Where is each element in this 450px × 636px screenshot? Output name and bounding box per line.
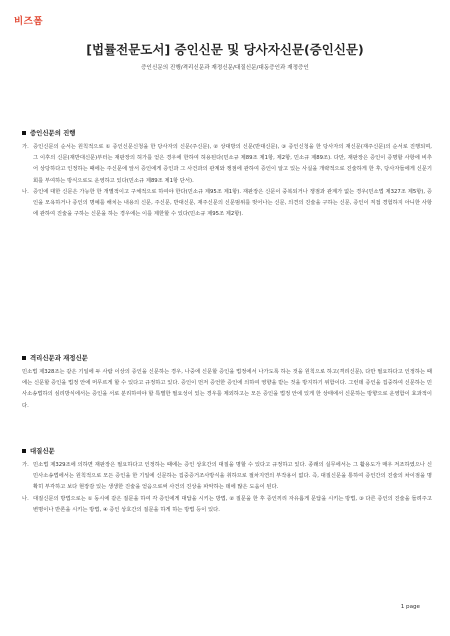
section-separate-examination <box>22 353 432 412</box>
item-text: 민소법 제329조에 의하면 재판장은 필요하다고 인정하는 때에는 증인 상호간의 대질을 명할 수 있다고 규정하고 있다. 종래의 실무에서는 그 활용도가 매우 저조하였으나 신 민사소송법에서는 원칙적으로 모든 증인을 한 기일에 신문하는 집중증거조사방식을 취하므로 절차지연의 부작용이 없다. 즉, 대질신문을 통하여 증인간의 진술의 차이점을 명확히 부각하고 보다 현장감 있는 생생한 진술을 얻음으로써 사건의 진상을 파악하는 데에 많은 도움이 된다. <box>33 462 432 491</box>
item-marker: 가. <box>22 144 29 150</box>
section-heading <box>22 128 432 137</box>
square-bullet-icon <box>22 131 26 135</box>
section-heading-text: 대질신문 <box>30 447 55 455</box>
item-text: 증인에 대한 신문은 가능한 한 개별적이고 구체적으로 하여야 한다(민소규 제95조 제1항). 재판장은 신문이 중복되거나 쟁점과 관계가 없는 경우(민소법 제327조 제5항), 증인을 모욕하거나 증인의 명예를 해치는 내용의 신문, 주신문, 반대신문, 재주신문의 신문범위를 벗어나는 신문, 의견의 진술을 구하는 신문, 증인이 직접 경험하지 아니한 사항에 관하여 진술을 구하는 신문을 하는 경우에는 이를 제한할 수 있다(민소규 제95조 제2항). <box>33 188 432 218</box>
section-paragraph: 민소법 제328조는 같은 기일에 두 사람 이상의 증인을 신문하는 경우, 나중에 신문할 증인을 법정에서 나가도록 하는 것을 원칙으로 하고(격리신문), 다만 필요하다고 인정하는 때에는 신문할 증인을 법정 안에 머무르게 할 수 있다고 규정하고 있다. 증인이 먼저 증언한 증인에 의하여 영향을 받는 것을 방지하기 위함이다. 그런데 증인을 집중하여 신문하는 민사소송법하의 심리방식에서는 증인을 서로 분리하여야 할 특별한 필요성이 있는 경우를 제외하고는 모든 증인을 법정 안에 있게 한 상태에서 신문하는 방향으로 운영함이 효과적이다. <box>22 369 432 409</box>
page-title: [법률전문도서] 증인신문 및 당사자신문(증인신문) <box>86 42 364 57</box>
item-text: 대질신문의 방법으로는 ① 동시에 같은 질문을 하여 각 증인에게 대답을 시키는 방법, ② 질문을 한 후 증인끼리 자유롭게 문답을 시키는 방법, ③ 다른 증인의 진술을 들려주고 변명이나 반론을 시키는 방법, ④ 증인 상호간의 질문을 하게 하는 방법 등이 있다. <box>33 495 432 513</box>
item-marker: 나. <box>22 188 29 195</box>
page-subtitle: 증인신문의 진행/격리신문과 재정신문/대질신문/대동증인과 재정증인 <box>141 65 309 71</box>
item-text: 증인신문의 순서는 원칙적으로 ① 증인신문신청을 한 당사자의 신문(주신문), ② 상대방의 신문(반대신문), ③ 증인신청을 한 당사자의 재신문(재주신문)의 순서로 진행되며, 그 이후의 신문(재반대신문)부터는 재판장의 허가를 얻은 경우에 한하여 허용된다(민소규 제89조 제1항, 제2항, 민소규 제89조). 다만, 재판장은 증인이 증명할 사항에 비추어 상당하다고 인정하는 때에는 주신문에 앞서 증인에게 증인과 그 사건과의 관계와 쟁점에 관하여 증인이 알고 있는 사실을 개략적으로 진술하게 한 후, 당사자들에게 신문기회를 부여하는 방식으로도 운영하고 있다(민소규 제89조 제1항 단서). <box>33 144 432 184</box>
list-item <box>22 494 432 516</box>
page-number: 1 page <box>400 604 420 610</box>
square-bullet-icon <box>22 356 26 360</box>
square-bullet-icon <box>22 449 26 453</box>
list-item <box>22 142 432 187</box>
item-marker: 가. <box>22 462 29 468</box>
section-heading-text: 증인신문의 진행 <box>30 129 76 137</box>
section-witness-examination <box>22 128 432 220</box>
section-heading-text: 격리신문과 재정신문 <box>30 354 88 362</box>
section-confrontation <box>22 446 432 516</box>
bizform-logo: 비즈폼 <box>14 16 44 27</box>
item-marker: 나. <box>22 495 29 502</box>
list-item <box>22 187 432 221</box>
list-item <box>22 460 432 494</box>
section-heading <box>22 353 432 362</box>
section-heading <box>22 446 432 455</box>
